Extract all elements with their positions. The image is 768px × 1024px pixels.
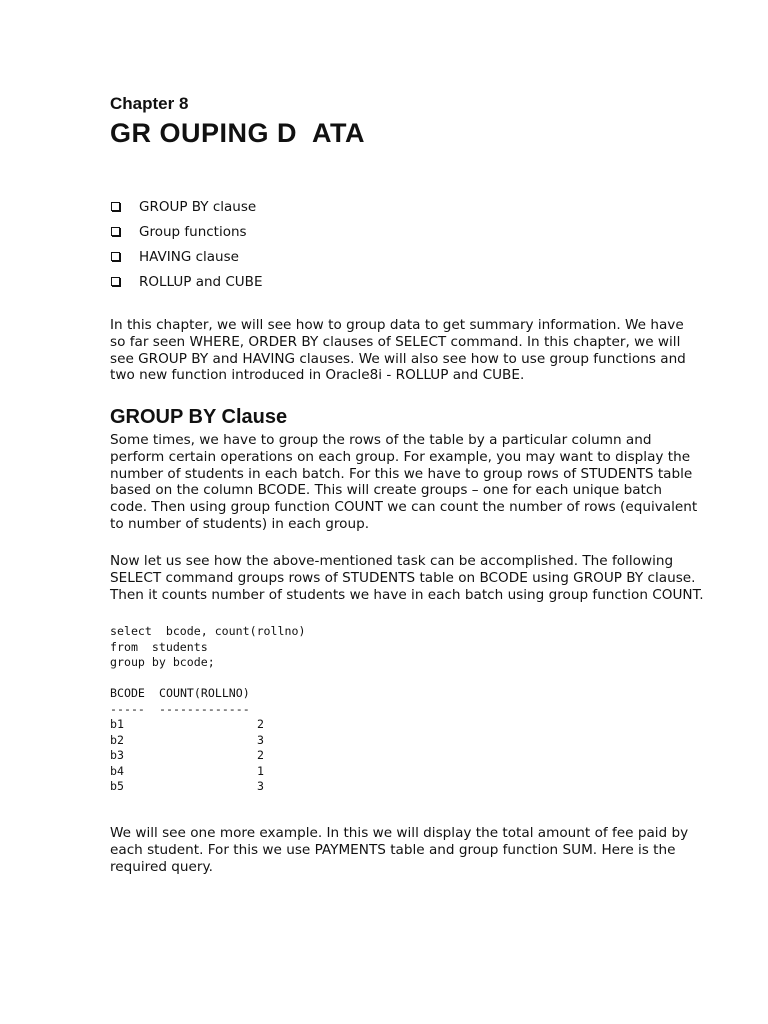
bcode-cell: b2 [110,732,124,747]
count-cell: 2 [257,717,264,731]
text-line: Now let us see how the above-mentioned task can be accomplished. The following [110,553,674,569]
topic-item [110,219,262,244]
topic-item [110,194,262,219]
topic-item [110,244,262,269]
text-line: Some times, we have to group the rows of the table by a particular column and [110,432,652,448]
checkbox-bullet-icon [111,202,120,211]
chapter-title: GR OUPING D ATA [110,118,365,148]
separator-cell: ------------- [159,701,250,716]
topic-label: HAVING clause [139,248,239,265]
code-line: from students [110,639,208,654]
column-header-bcode: BCODE [110,686,145,700]
topic-list [110,194,262,294]
column-header-count: COUNT(ROLLNO) [159,686,250,700]
text-line: required query. [110,858,213,875]
topic-label: Group functions [139,223,247,240]
checkbox-bullet-icon [111,227,120,236]
text-line: so far seen WHERE, ORDER BY clauses of SELECT command. In this chapter, we will [110,333,681,350]
count-cell: 2 [257,748,264,762]
table-row [110,717,264,733]
section-heading: GROUP BY Clause [110,406,288,428]
text-line: each student. For this we use PAYMENTS table and group function SUM. Here is the [110,841,676,858]
code-line: group by bcode; [110,655,215,669]
text-line: code. Then using group function COUNT we can count the number of rows (equivalent [110,499,698,516]
table-row [110,779,264,795]
topic-label: ROLLUP and CUBE [139,273,263,290]
table-row [110,764,264,780]
text-line: Then it counts number of students we have in each batch using group function COUNT. [110,586,704,603]
text-line: We will see one more example. In this we will display the total amount of fee paid by [110,825,689,841]
count-cell: 3 [257,732,264,747]
table-row [110,733,264,749]
text-line: based on the column BCODE. This will create groups – one for each unique batch [110,482,662,499]
topic-label: GROUP BY clause [139,198,257,215]
checkbox-bullet-icon [111,252,120,261]
group-by-paragraph-2 [110,553,725,603]
table-separator-row [110,702,264,718]
bcode-cell: b5 [110,779,124,793]
text-line: to number of students) in each group. [110,515,370,532]
code-line: select bcode, count(rollno) [110,624,306,638]
query-result-table [110,686,264,795]
bcode-cell: b4 [110,763,124,778]
intro-paragraph [110,317,725,384]
text-line: In this chapter, we will see how to group data to get summary information. We have [110,317,684,333]
text-line: perform certain operations on each group. For example, you may want to display the [110,448,691,465]
checkbox-bullet-icon [111,277,120,286]
sql-query-block [110,624,305,671]
count-cell: 1 [257,763,264,778]
group-by-paragraph-1 [110,432,725,533]
topic-item [110,269,262,294]
text-line: two new function introduced in Oracle8i - ROLLUP and CUBE. [110,367,525,384]
table-header-row [110,686,264,702]
group-by-paragraph-3 [110,825,725,875]
table-row [110,748,264,764]
bcode-cell: b1 [110,717,124,731]
count-cell: 3 [257,779,264,793]
text-line: see GROUP BY and HAVING clauses. We will also see how to use group functions and [110,350,686,367]
chapter-label: Chapter 8 [110,94,189,113]
bcode-cell: b3 [110,748,124,762]
text-line: SELECT command groups rows of STUDENTS table on BCODE using GROUP BY clause. [110,569,696,586]
separator-cell: ----- [110,701,145,716]
text-line: number of students in each batch. For this we have to group rows of STUDENTS table [110,465,693,482]
